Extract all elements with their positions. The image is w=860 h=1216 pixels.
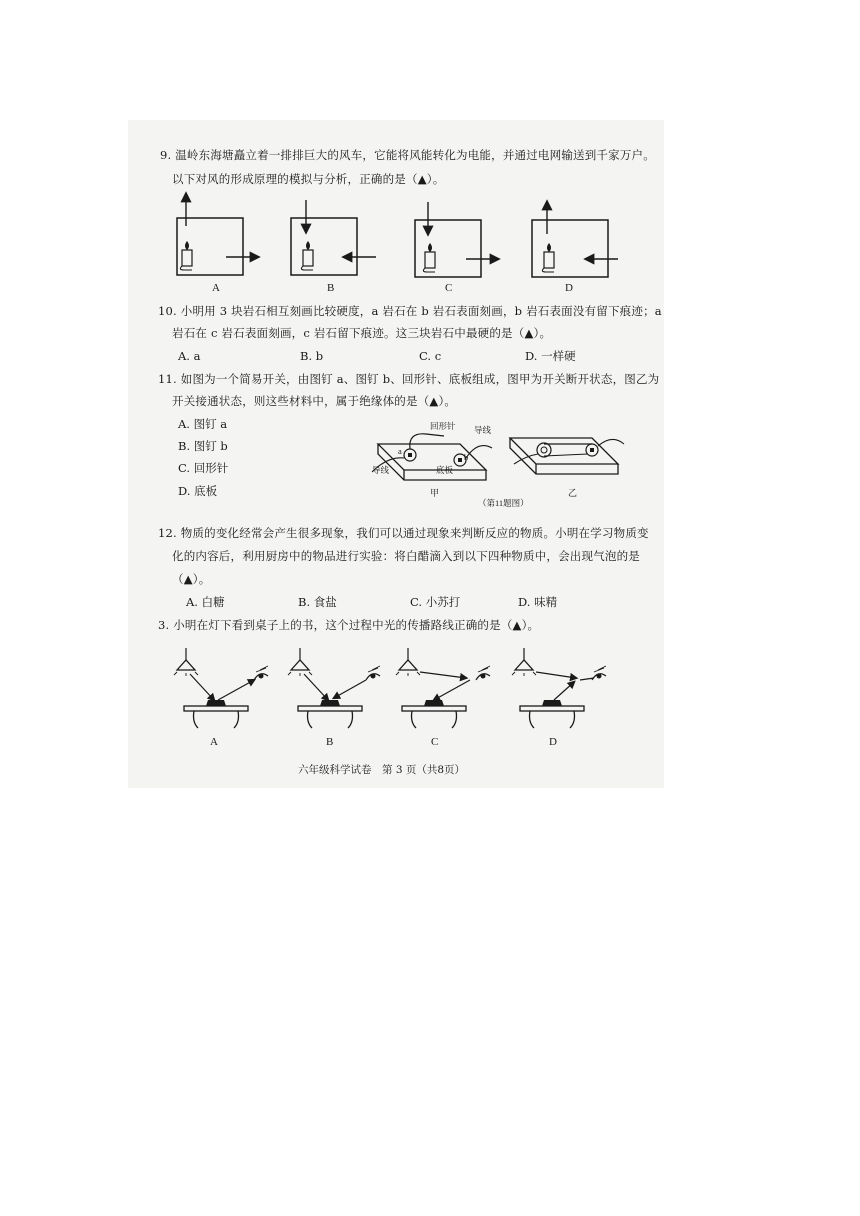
q13-line1: 3. 小明在灯下看到桌子上的书，这个过程中光的传播路线正确的是（▲）。 xyxy=(158,618,540,632)
q13-label-d: D xyxy=(549,736,557,748)
q13-label-b: B xyxy=(326,736,334,748)
q10-line1: 10. 小明用 3 块岩石相互刻画比较硬度，a 岩石在 b 岩石表面刻画，b 岩石表面没有留下痕迹；a xyxy=(158,304,662,318)
q9-label-b: B xyxy=(327,282,335,294)
q12-option-b: B. 食盐 xyxy=(298,595,337,609)
exam-page xyxy=(128,120,664,788)
switch-closed-diagram xyxy=(510,438,624,474)
q11-label-yi: 乙 xyxy=(568,488,578,498)
q9-option-d-figure xyxy=(532,202,618,277)
q9-option-b-figure xyxy=(291,200,376,275)
q11-label-a: a xyxy=(398,446,402,456)
q10-option-d: D. 一样硬 xyxy=(525,349,576,363)
q9-wind-figures xyxy=(128,190,664,300)
q11-option-b: B. 图钉 b xyxy=(178,439,228,453)
q12-option-c: C. 小苏打 xyxy=(410,595,461,609)
q9-label-a: A xyxy=(212,282,220,294)
q12-line2: 化的内容后，利用厨房中的物品进行实验：将白醋滴入到以下四种物质中，会出现气泡的是 xyxy=(172,549,640,563)
q11-line1: 11. 如图为一个简易开关，由图钉 a、图钉 b、回形针、底板组成，图甲为开关断开状态，图乙为 xyxy=(158,372,660,386)
q9-option-a-figure xyxy=(177,194,258,275)
q10-option-b: B. b xyxy=(300,349,324,363)
q11-label-paperclip: 回形针 xyxy=(430,421,456,431)
q13-option-a-figure xyxy=(174,648,268,728)
q13-option-c-figure xyxy=(396,648,490,728)
q12-option-a: A. 白糖 xyxy=(186,595,225,609)
q13-label-c: C xyxy=(431,736,439,748)
q13-label-a: A xyxy=(210,736,218,748)
q11-label-wire-right: 导线 xyxy=(474,425,492,435)
q12-line1: 12. 物质的变化经常会产生很多现象，我们可以通过现象来判断反应的物质。小明在学习物质变 xyxy=(158,526,649,540)
q11-label-base: 底板 xyxy=(436,465,454,475)
switch-open-diagram xyxy=(372,434,492,480)
q9-option-c-figure xyxy=(415,202,498,277)
q10-line2: 岩石在 c 岩石表面刻画，c 岩石留下痕迹。这三块岩石中最硬的是（▲）。 xyxy=(172,326,552,340)
q10-option-c: C. c xyxy=(419,349,442,363)
q13-light-path-figures xyxy=(128,640,664,740)
q11-line2: 开关接通状态，则这些材料中，属于绝缘体的是（▲）。 xyxy=(172,394,457,408)
q12-line3: （▲）。 xyxy=(172,572,211,586)
q11-option-a: A. 图钉 a xyxy=(178,417,228,431)
q11-label-wire-left: 导线 xyxy=(372,465,390,475)
q10-option-a: A. a xyxy=(178,349,201,363)
q9-label-c: C xyxy=(445,282,453,294)
q13-option-b-figure xyxy=(288,648,380,728)
q13-option-d-figure xyxy=(512,648,606,728)
q9-line1: 9. 温岭东海塘矗立着一排排巨大的风车，它能将风能转化为电能，并通过电网输送到千家万户。 xyxy=(160,148,655,162)
q12-option-d: D. 味精 xyxy=(518,595,558,609)
q11-figure-caption: （第11题图） xyxy=(478,498,529,508)
q11-option-d: D. 底板 xyxy=(178,484,218,498)
q11-option-c: C. 回形针 xyxy=(178,461,229,475)
q9-label-d: D xyxy=(565,282,573,294)
q11-label-b: b xyxy=(464,452,469,462)
page-footer: 六年级科学试卷 第 3 页（共8页） xyxy=(298,764,466,776)
q9-line2: 以下对风的形成原理的模拟与分析，正确的是（▲）。 xyxy=(172,172,445,186)
q11-label-jia: 甲 xyxy=(430,488,440,498)
